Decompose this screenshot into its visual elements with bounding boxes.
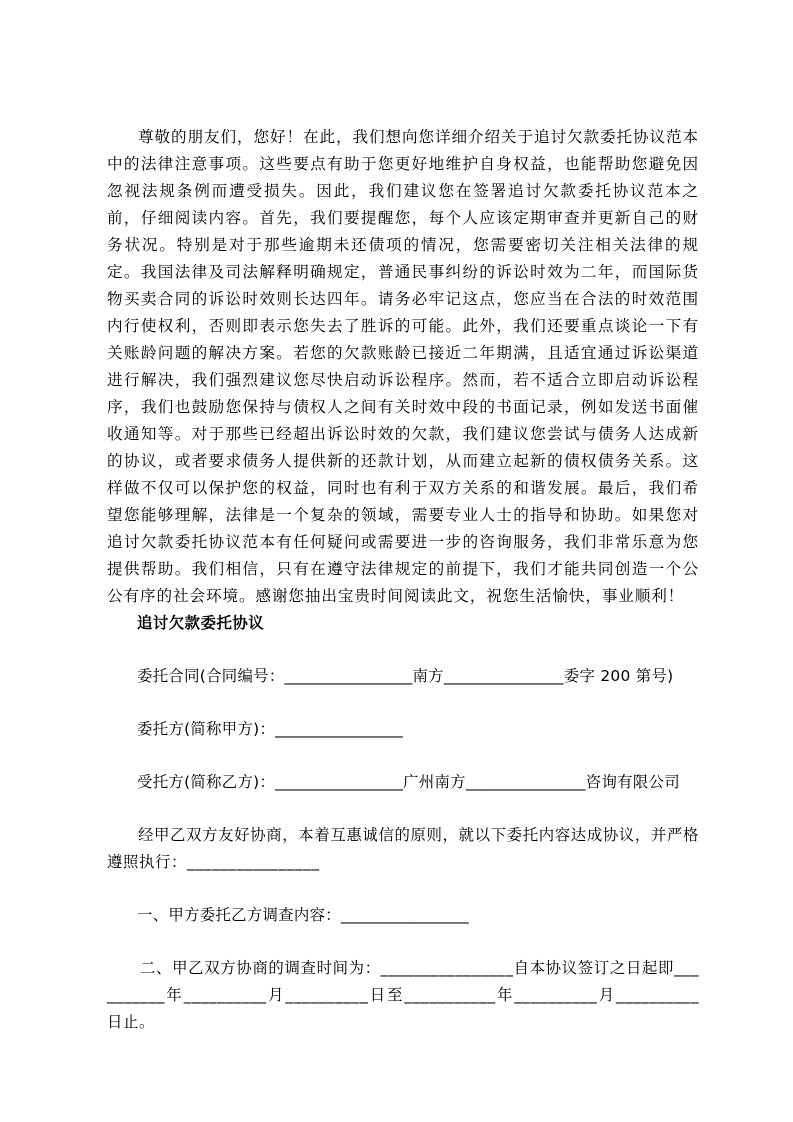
agreement-title: 追讨欠款委托协议 bbox=[137, 614, 265, 632]
clause-2: 二、甲乙双方协商的调查时间为：________________自本协议签订之日起即__________年__________月__________日至___________年__________月__________日止。 bbox=[107, 959, 699, 1031]
agreement-preamble: 经甲乙双方友好协商，本着互惠诚信的原则，就以下委托内容达成协议，并严格遵照执行：________________ bbox=[107, 826, 699, 871]
party-b-line: 受托方(简称乙方)：________________广州南方_______________咨询有限公司 bbox=[137, 773, 680, 791]
clause-1: 一、甲方委托乙方调查内容：________________ bbox=[137, 906, 469, 924]
party-a-line: 委托方(简称甲方)：________________ bbox=[137, 720, 404, 738]
contract-number-line: 委托合同(合同编号：________________南方_______________委字 200 第号) bbox=[137, 667, 674, 685]
intro-paragraph: 尊敬的朋友们，您好！在此，我们想向您详细介绍关于追讨欠款委托协议范本中的法律注意事项。这些要点有助于您更好地维护自身权益，也能帮助您避免因忽视法规条例而遭受损失。因此，我们建议您在签署追讨欠款委托协议范本之前，仔细阅读内容。首先，我们要提醒您，每个人应该定期审查并更新自己的财务状况。特别是对于那些逾期未还债项的情况，您需要密切关注相关法律的规定。我国法律及司法解释明确规定，普通民事纠纷的诉讼时效为二年，而国际货物买卖合同的诉讼时效则长达四年。请务必牢记这点，您应当在合法的时效范围内行使权利，否则即表示您失去了胜诉的可能。此外，我们还要重点谈论一下有关账龄问题的解决方案。若您的欠款账龄已接近二年期满，且适宜通过诉讼渠道进行解决，我们强烈建议您尽快启动诉讼程序。然而，若不适合立即启动诉讼程序，我们也鼓励您保持与债权人之间有关时效中段的书面记录，例如发送书面催收通知等。对于那些已经超出诉讼时效的欠款，我们建议您尝试与债务人达成新的协议，或者要求债务人提供新的还款计划，从而建立起新的债权债务关系。这样做不仅可以保护您的权益，同时也有利于双方关系的和谐发展。最后，我们希望您能够理解，法律是一个复杂的领域，需要专业人士的指导和协助。如果您对追讨欠款委托协议范本有任何疑问或需要进一步的咨询服务，我们非常乐意为您提供帮助。我们相信，只有在遵守法律规定的前提下，我们才能共同创造一个公公有序的社会环境。感谢您抽出宝贵时间阅读此文，祝您生活愉快，事业顺利！ bbox=[107, 128, 699, 605]
